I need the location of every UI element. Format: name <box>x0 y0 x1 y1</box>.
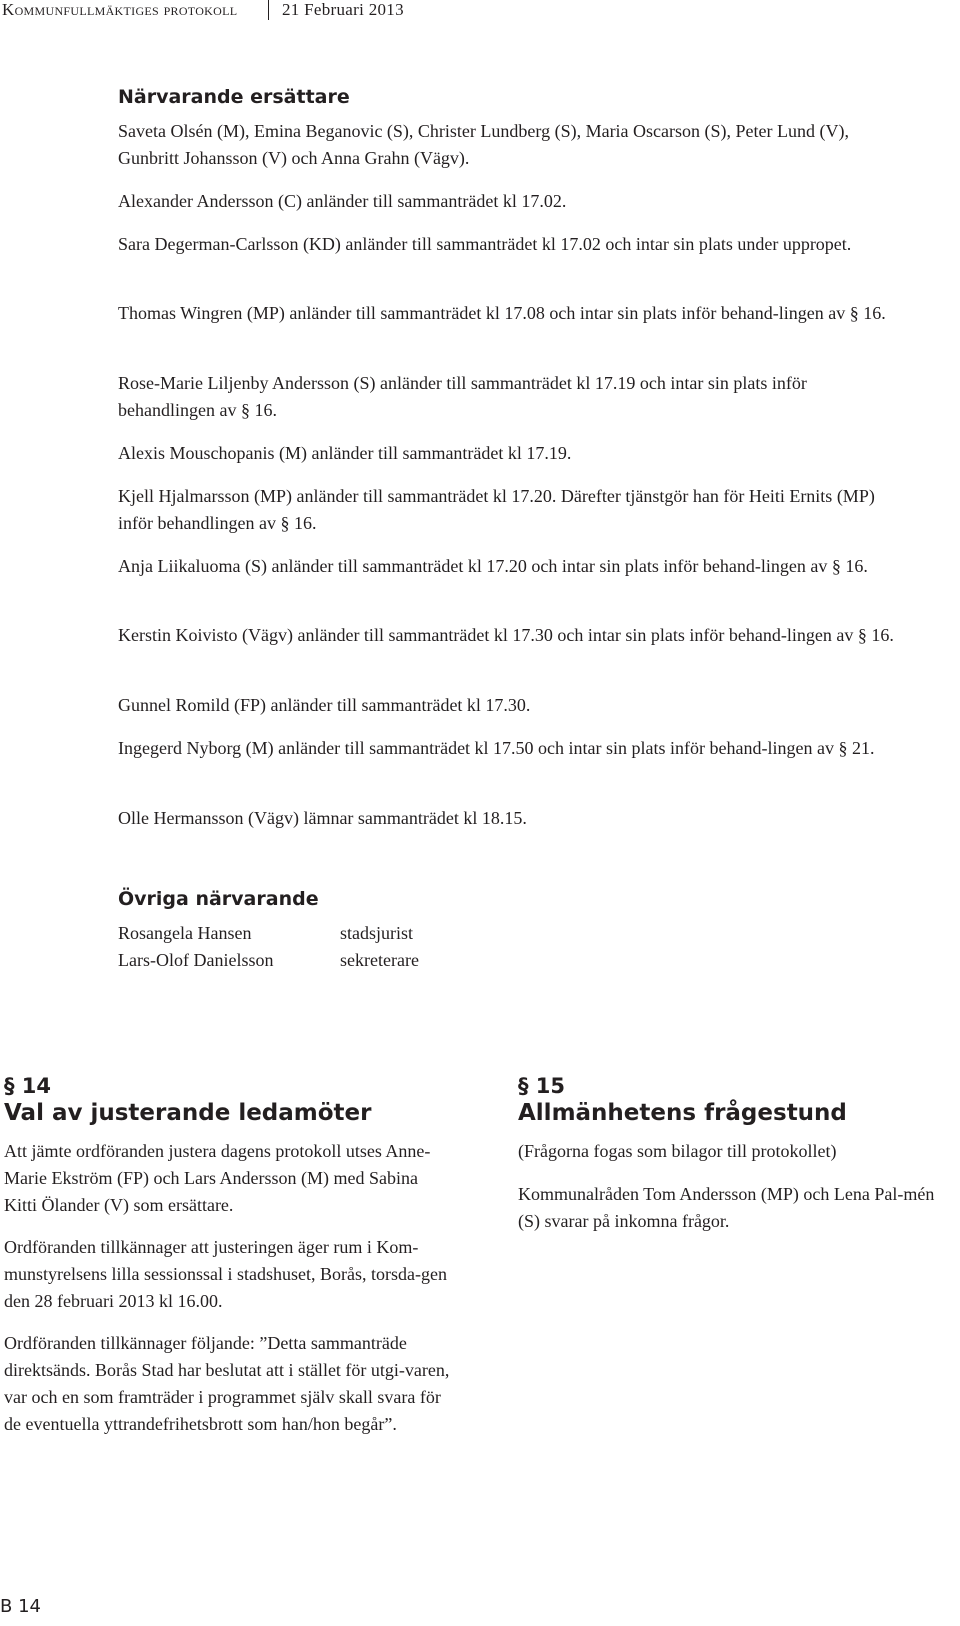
arrival-note: Thomas Wingren (MP) anländer till sammanträdet kl 17.08 och intar sin plats inför behand-lingen av § 16. <box>118 303 886 323</box>
arrival-note: Kerstin Koivisto (Vägv) anländer till sammanträdet kl 17.30 och intar sin plats inför behand-lingen av § 16. <box>118 625 894 645</box>
document-title: Kommunfullmäktiges protokoll <box>2 0 238 19</box>
arrival-note: Anja Liikaluoma (S) anländer till sammanträdet kl 17.20 och intar sin plats inför behand-lingen av § 16. <box>118 556 868 576</box>
departure-note: Olle Hermansson (Vägv) lämnar sammanträdet kl 18.15. <box>118 808 527 828</box>
section-15-paragraph: (Frågorna fogas som bilagor till protokollet) <box>518 1141 837 1161</box>
substitutes-heading: Närvarande ersättare <box>118 86 350 108</box>
page-number: B 14 <box>0 1596 41 1617</box>
arrival-note: Alexis Mouschopanis (M) anländer till sammanträdet kl 17.19. <box>118 443 572 463</box>
section-14-paragraph: Ordföranden tillkännager följande: ”Detta sammanträde direktsänds. Borås Stad har beslutat att i stället för utgi-varen, var och en som framträder i programmet själv skall svara för de eventuella yttrandefrihetsbrott som han/hon begår”. <box>4 1333 450 1434</box>
substitutes-list: Saveta Olsén (M), Emina Beganovic (S), Christer Lundberg (S), Maria Oscarson (S), Peter Lund (V), Gunbritt Johansson (V) och Anna Grahn (Vägv). <box>118 121 849 168</box>
arrival-note: Kjell Hjalmarsson (MP) anländer till sammanträdet kl 17.20. Därefter tjänstgör han för Heiti Ernits (MP) inför behandlingen av § 16. <box>118 486 875 533</box>
section-15-number: § 15 <box>518 1074 566 1098</box>
arrival-note: Alexander Andersson (C) anländer till sammanträdet kl 17.02. <box>118 191 567 211</box>
arrival-note: Gunnel Romild (FP) anländer till sammanträdet kl 17.30. <box>118 695 531 715</box>
section-14-title: Val av justerande ledamöter <box>4 1100 372 1126</box>
arrival-note: Rose-Marie Liljenby Andersson (S) anländer till sammanträdet kl 17.19 och intar sin plats inför behandlingen av § 16. <box>118 373 807 420</box>
attendee-name: Lars-Olof Danielsson <box>118 950 274 970</box>
section-15-paragraph: Kommunalråden Tom Andersson (MP) och Lena Pal-mén (S) svarar på inkomna frågor. <box>518 1184 935 1231</box>
section-14-paragraph: Ordföranden tillkännager att justeringen äger rum i Kom-munstyrelsens lilla sessionssal i stadshuset, Borås, torsda-gen den 28 februari 2013 kl 16.00. <box>4 1237 447 1311</box>
attendee-role: stadsjurist <box>340 923 414 943</box>
section-14-paragraph: Att jämte ordföranden justera dagens protokoll utses Anne-Marie Ekström (FP) och Lars Andersson (M) med Sabina Kitti Ölander (V) som ersättare. <box>4 1141 431 1215</box>
document-date: 21 Februari 2013 <box>282 0 404 19</box>
section-14-number: § 14 <box>4 1074 52 1098</box>
section-15-title: Allmänhetens frågestund <box>518 1100 847 1126</box>
arrival-note: Ingegerd Nyborg (M) anländer till sammanträdet kl 17.50 och intar sin plats inför behand-lingen av § 21. <box>118 738 875 758</box>
arrival-note: Sara Degerman-Carlsson (KD) anländer till sammanträdet kl 17.02 och intar sin plats under uppropet. <box>118 234 852 254</box>
attendee-role: sekreterare <box>340 950 419 970</box>
header-divider <box>268 0 269 20</box>
others-heading: Övriga närvarande <box>118 888 319 910</box>
page-header <box>0 0 960 24</box>
attendee-name: Rosangela Hansen <box>118 923 252 943</box>
